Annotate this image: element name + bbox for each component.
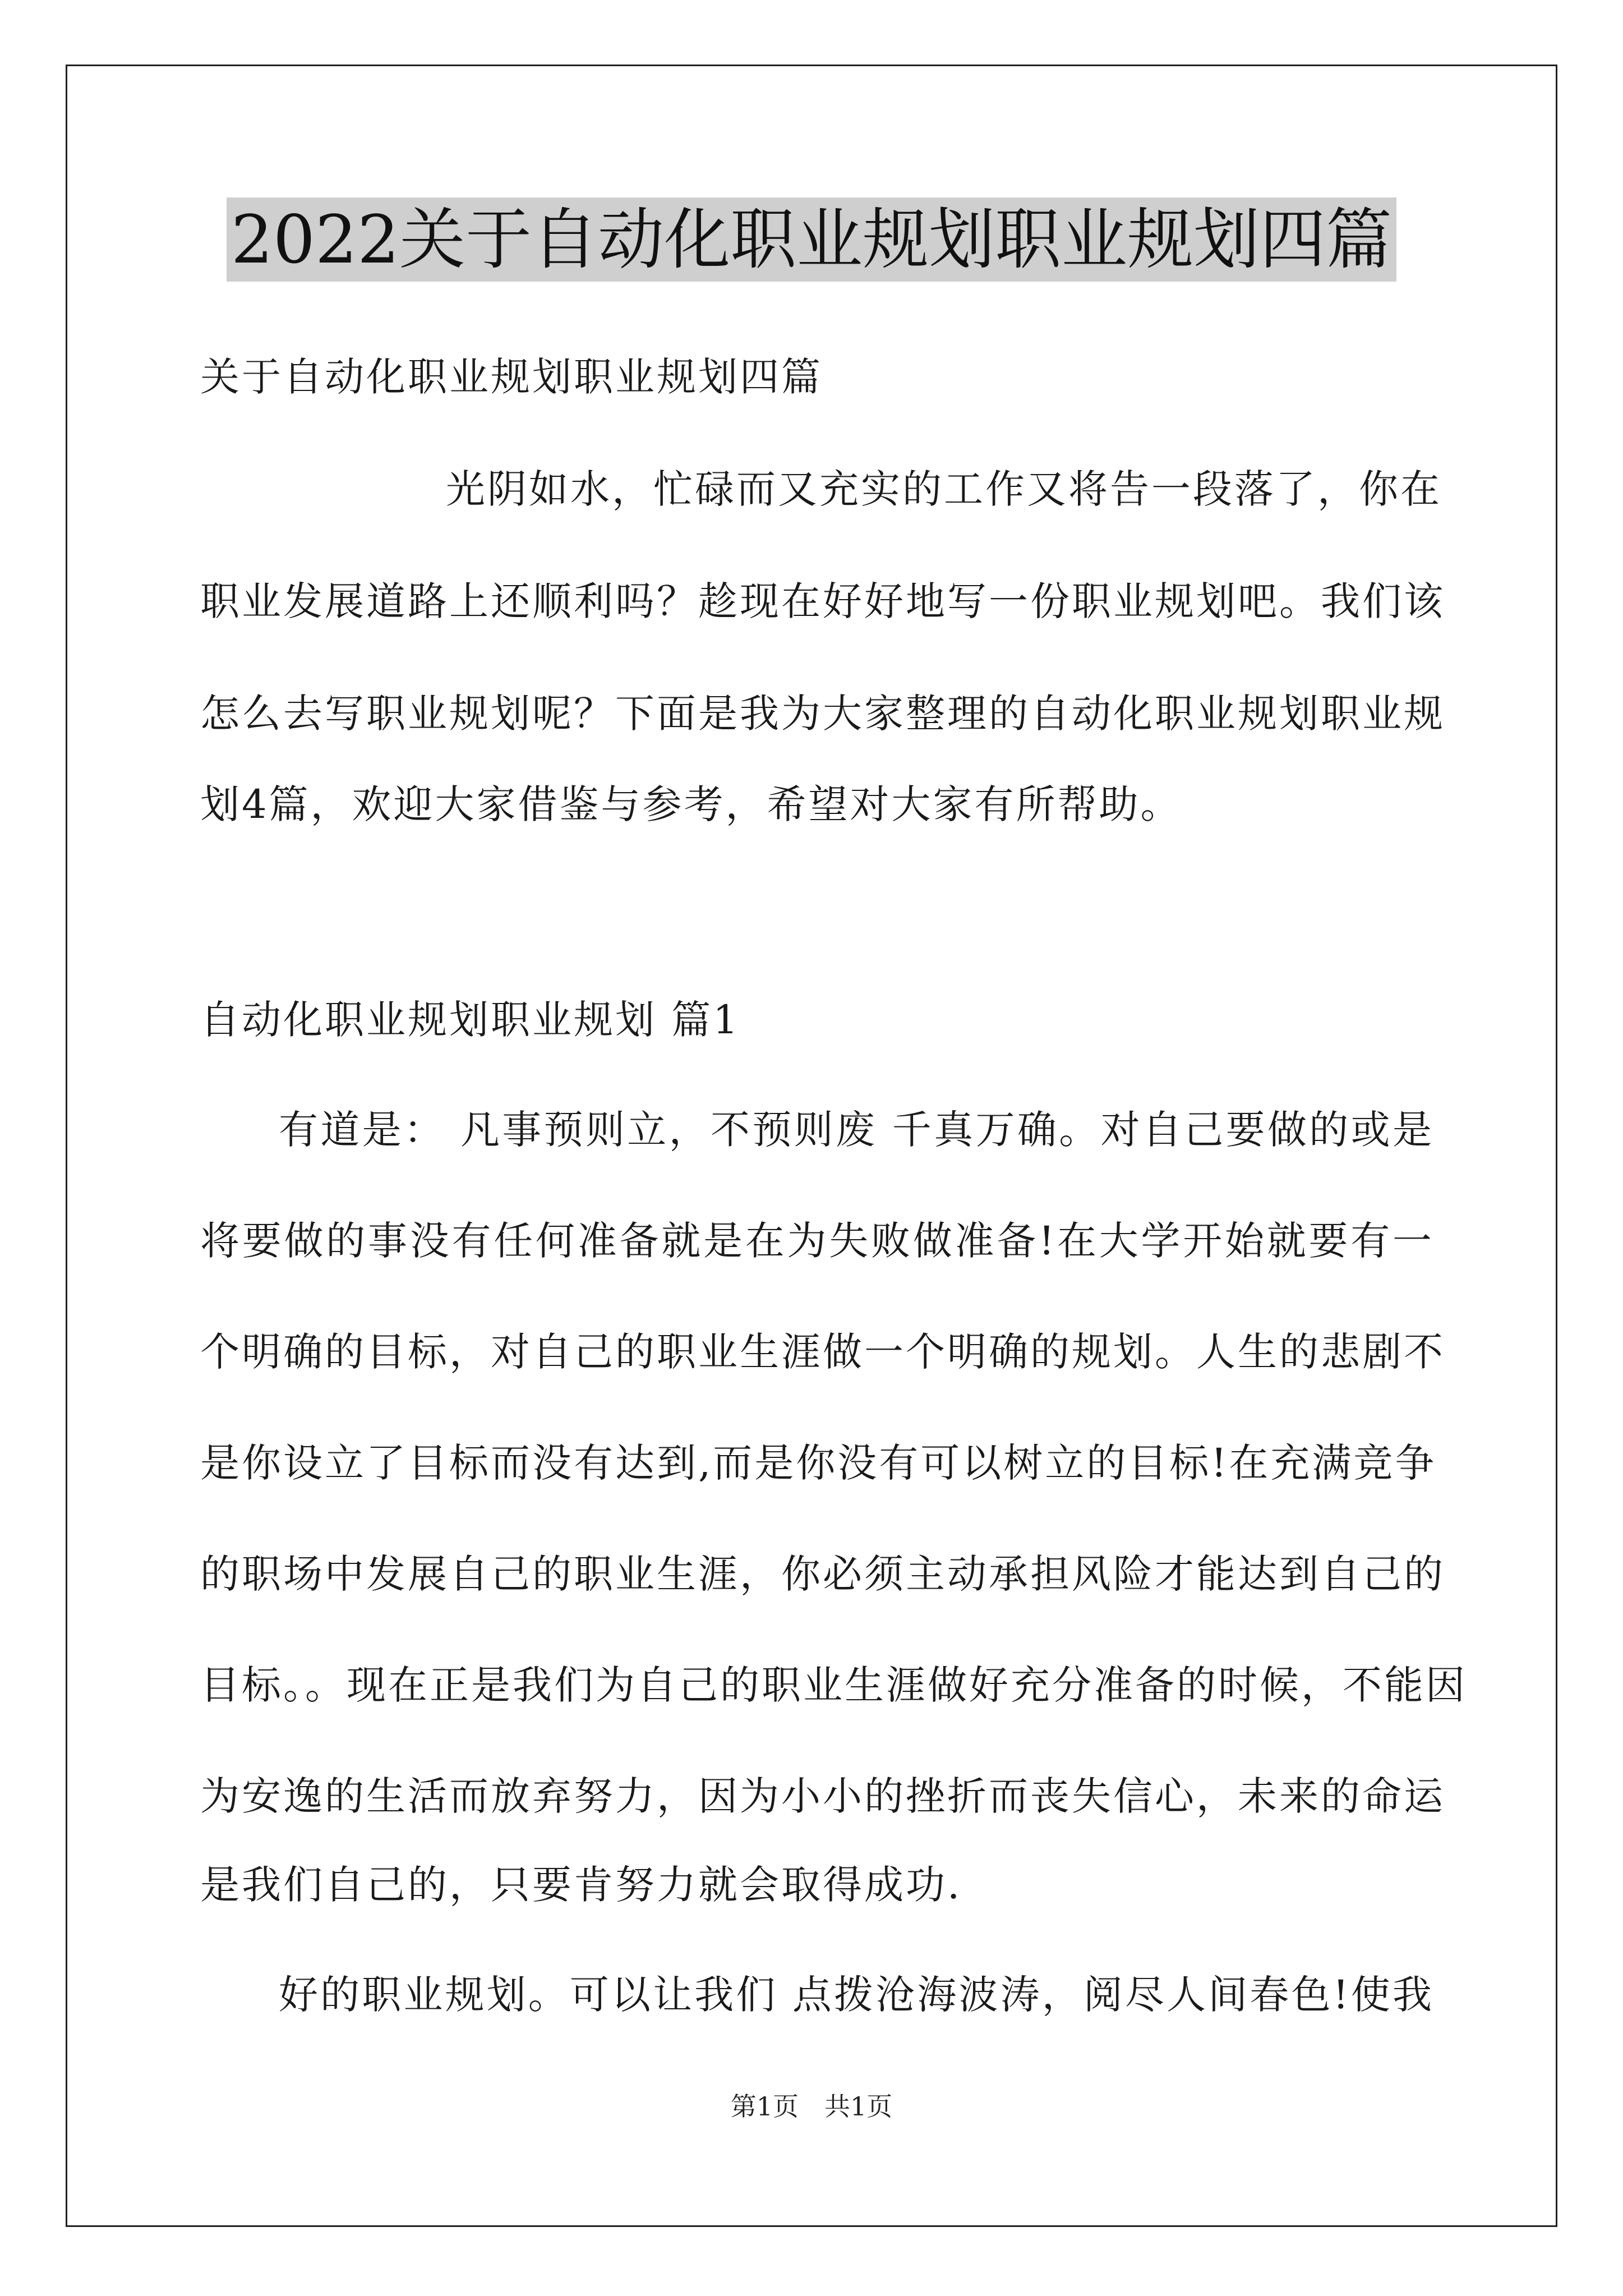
paragraph1-line-7: 为安逸的生活而放弃努力，因为小小的挫折而丧失信心，未来的命运 — [200, 1773, 1445, 1819]
paragraph1-line-5: 的职场中发展自己的职业生涯，你必须主动承担风险才能达到自己的 — [200, 1551, 1445, 1597]
section-heading: 自动化职业规划职业规划 篇1 — [200, 997, 740, 1043]
paragraph1-line-3: 个明确的目标，对自己的职业生涯做一个明确的规划。人生的悲剧不 — [200, 1329, 1445, 1375]
title-container — [0, 197, 1623, 282]
paragraph1-line-1: 有道是： 凡事预则立，不预则废 千真万确。对自己要做的或是 — [279, 1107, 1434, 1153]
document-title: 2022关于自动化职业规划职业规划四篇 — [227, 197, 1396, 282]
paragraph1-line-2: 将要做的事没有任何准备就是在为失败做准备!在大学开始就要有一 — [200, 1218, 1434, 1264]
paragraph1-line-4: 是你设立了目标而没有达到,而是你没有可以树立的目标!在充满竞争 — [200, 1440, 1437, 1486]
paragraph2-line-1: 好的职业规划。可以让我们 点拨沧海波涛，阅尽人间春色!使我 — [279, 1972, 1434, 2018]
intro-line-1: 光阴如水，忙碌而又充实的工作又将告一段落了，你在 — [446, 466, 1442, 512]
intro-line-3: 怎么去写职业规划呢？下面是我为大家整理的自动化职业规划职业规 — [200, 691, 1445, 737]
page-footer: 第1页 共1页 — [730, 2091, 893, 2122]
intro-line-2: 职业发展道路上还顺利吗？趁现在好好地写一份职业规划吧。我们该 — [200, 578, 1445, 624]
intro-line-4: 划4篇，欢迎大家借鉴与参考，希望对大家有所帮助。 — [200, 781, 1182, 827]
paragraph1-line-6: 目标。。现在正是我们为自己的职业生涯做好充分准备的时候，不能因 — [200, 1662, 1467, 1708]
document-subtitle: 关于自动化职业规划职业规划四篇 — [200, 354, 823, 400]
paragraph1-line-8: 是我们自己的，只要肯努力就会取得成功. — [200, 1862, 962, 1908]
